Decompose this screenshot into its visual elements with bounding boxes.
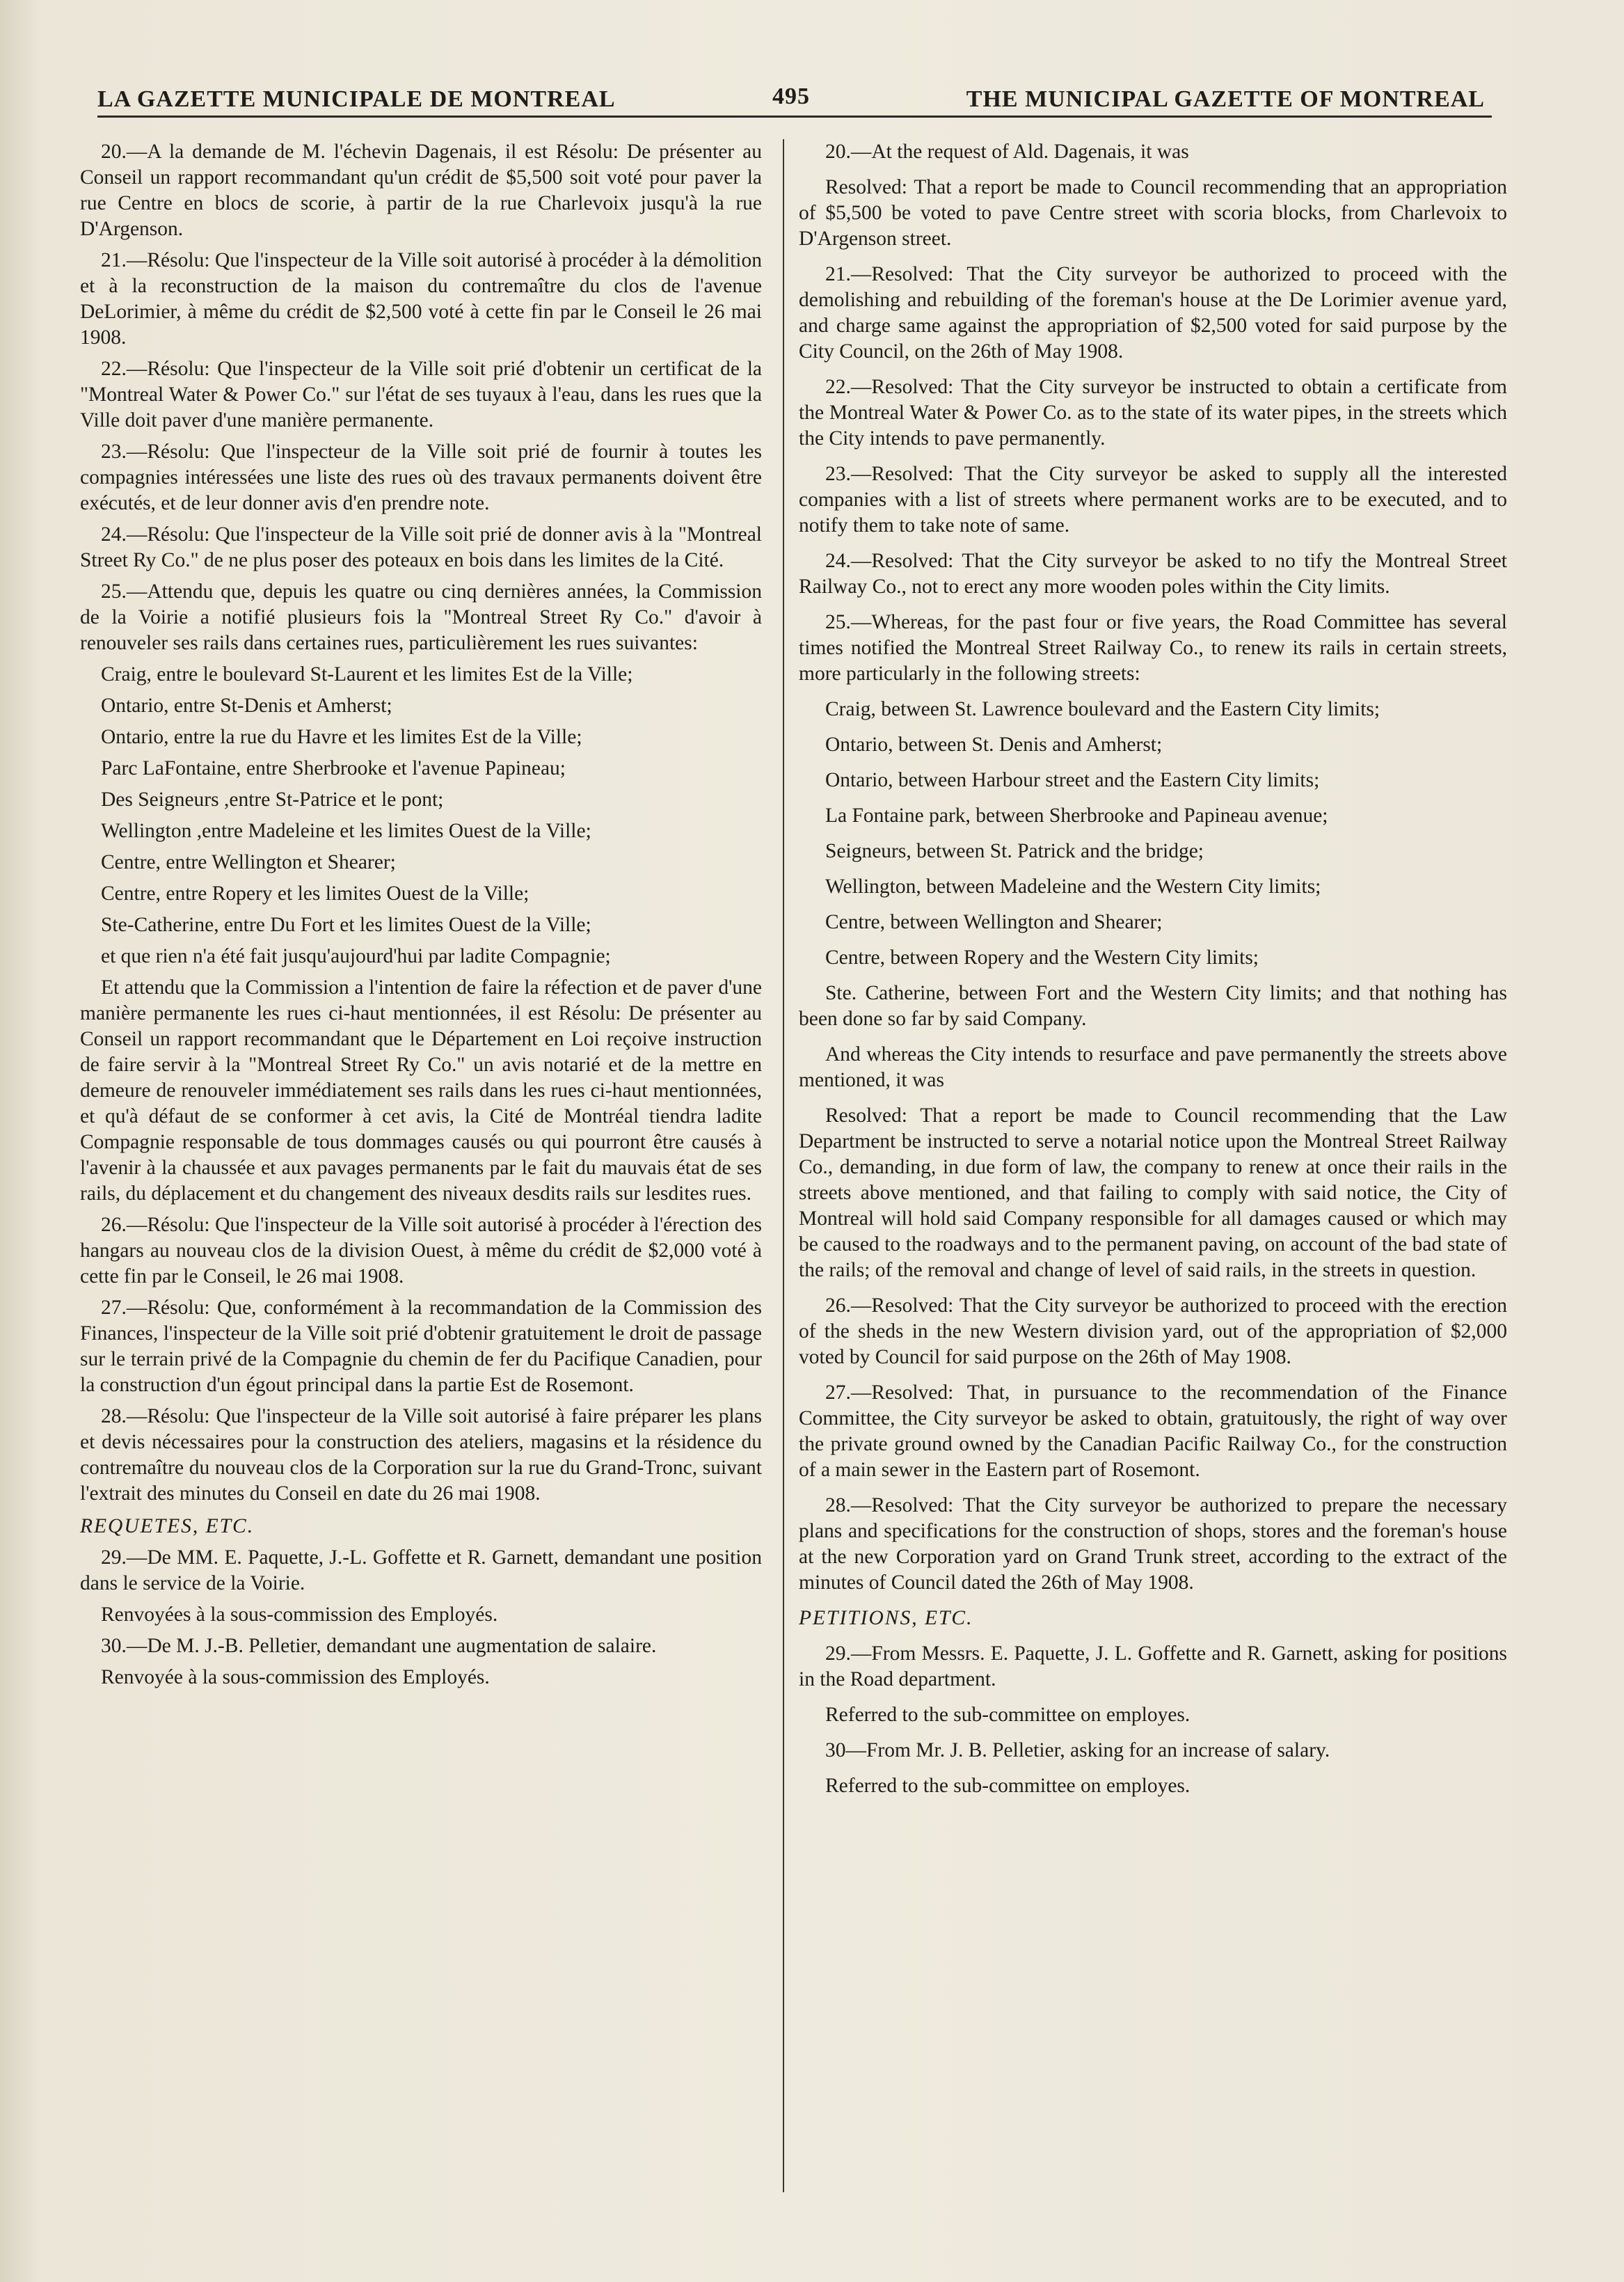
english-street-ontario-2: Ontario, between Harbour street and the Eastern City limits; (825, 769, 1320, 791)
english-resolution-20: Resolved: That a report be made to Council recommending that an appropriation of $5,500 be voted to pave Centre street with scoria blocks, from Charlevoix to D'Argenson street. (799, 176, 1507, 250)
french-street-centre-1: Centre, entre Wellington et Shearer; (101, 851, 396, 873)
french-street-craig: Craig, entre le boulevard St-Laurent et les limites Est de la Ville; (101, 663, 633, 686)
french-item-22: 22.—Résolu: Que l'inspecteur de la Ville soit prié d'obtenir un certificat de la "Montreal Water & Power Co." sur l'état de ses tuyaux à l'eau, dans les rues que la Ville doit paver d'une manière permanente. (80, 358, 762, 431)
english-item-24: 24.—Resolved: That the City surveyor be asked to no tify the Montreal Street Railway Co., not to erect any more wooden poles within the City limits. (799, 550, 1507, 598)
header-french-title: LA GAZETTE MUNICIPALE DE MONTREAL (97, 86, 616, 112)
french-item-23: 23.—Résolu: Que l'inspecteur de la Ville soit prié de fournir à toutes les compagnies intéressées une liste des rues où des travaux permanents doivent être exécutés, et de leur donner avis d'en prendre note. (80, 441, 762, 514)
english-item-20: 20.—At the request of Ald. Dagenais, it was (825, 141, 1189, 163)
english-item-26: 26.—Resolved: That the City surveyor be authorized to proceed with the erection of the sheds in the new Western division yard, out of the appropriation of $2,000 voted by Council for said purpose on the 26th of May 1908. (799, 1294, 1507, 1368)
french-street-ontario-2: Ontario, entre la rue du Havre et les limites Est de la Ville; (101, 726, 582, 748)
english-item-28: 28.—Resolved: That the City surveyor be authorized to prepare the necessary plans and specifications for the construction of shops, stores and the foreman's house at the new Corporation yard on Grand Trunk street, according to the extract of the minutes of Council dated the 26th of May 1908. (799, 1494, 1507, 1594)
english-resolution-25: Resolved: That a report be made to Council recommending that the Law Department be instructed to serve a notarial notice upon the Montreal Street Railway Co., demanding, in due form of law, the company to renew at once their rails in the streets above mentioned, and that failing to comply with said notice, the City of Montreal will hold said Company responsible for all damages caused or which may be caused to the roadways and to the permanent paving, on account of the bad state of the rails; of the removal and change of level of said rails, in the streets in question. (799, 1104, 1507, 1281)
english-referral-29: Referred to the sub-committee on employes. (825, 1704, 1191, 1726)
english-section-heading: PETITIONS, ETC. (799, 1607, 973, 1629)
french-item-29: 29.—De MM. E. Paquette, J.-L. Goffette et R. Garnett, demandant une position dans le service de la Voirie. (80, 1546, 762, 1594)
french-item-24: 24.—Résolu: Que l'inspecteur de la Ville soit prié de donner avis à la "Montreal Street Ry Co." de ne plus poser des poteaux en bois dans les limites de la Cité. (80, 523, 762, 571)
header-english-title: THE MUNICIPAL GAZETTE OF MONTREAL (966, 86, 1485, 112)
french-item-28: 28.—Résolu: Que l'inspecteur de la Ville soit autorisé à faire préparer les plans et devis nécessaires pour la construction des ateliers, magasins et la résidence du contremaître du nouveau clos de la Corporation sur la rue du Grand-Tronc, suivant l'extrait des minutes du Conseil en date du 26 mai 1908. (80, 1405, 762, 1505)
french-column (80, 139, 762, 1696)
english-whereas: And whereas the City intends to resurface and pave permanently the streets above mentioned, it was (799, 1043, 1507, 1091)
french-item-26: 26.—Résolu: Que l'inspecteur de la Ville soit autorisé à procéder à l'érection des hangars au nouveau clos de la division Ouest, à même du crédit de $2,000 voté à cette fin par le Conseil, le 26 mai 1908. (80, 1214, 762, 1287)
english-item-27: 27.—Resolved: That, in pursuance to the recommendation of the Finance Committee, the City surveyor be asked to obtain, gratuitously, the right of way over the private ground owned by the Canadian Pacific Railway Co., for the construction of a main sewer in the Eastern part of Rosemont. (799, 1381, 1507, 1481)
english-street-centre-1: Centre, between Wellington and Shearer; (825, 911, 1163, 933)
page-header (90, 82, 1492, 117)
french-nothing-done: et que rien n'a été fait jusqu'aujourd'hui par ladite Compagnie; (101, 945, 611, 967)
english-item-25: 25.—Whereas, for the past four or five years, the Road Committee has several times notified the Montreal Street Railway Co., to renew its rails in certain streets, more particularly in the following streets: (799, 611, 1507, 685)
french-referral-29: Renvoyées à la sous-commission des Employés. (101, 1603, 498, 1626)
french-street-centre-2: Centre, entre Ropery et les limites Ouest de la Ville; (101, 882, 530, 905)
english-item-22: 22.—Resolved: That the City surveyor be instructed to obtain a certificate from the Montreal Water & Power Co. as to the state of its water pipes, in the streets which the City intends to pave permanently. (799, 376, 1507, 450)
french-street-lafontaine: Parc LaFontaine, entre Sherbrooke et l'avenue Papineau; (101, 757, 566, 779)
english-item-30: 30—From Mr. J. B. Pelletier, asking for an increase of salary. (825, 1739, 1330, 1761)
page-number: 495 (772, 84, 810, 109)
french-street-wellington: Wellington ,entre Madeleine et les limites Ouest de la Ville; (101, 820, 591, 842)
column-divider (783, 139, 784, 2192)
french-item-30: 30.—De M. J.-B. Pelletier, demandant une augmentation de salaire. (101, 1635, 657, 1657)
french-item-25: 25.—Attendu que, depuis les quatre ou cinq dernières années, la Commission de la Voirie a notifié plusieurs fois la "Montreal Street Ry Co." d'avoir à renouveler ses rails dans certaines rues, particulièrement les rues suivantes: (80, 580, 762, 654)
header-rule (97, 116, 1492, 118)
english-street-ontario-1: Ontario, between St. Denis and Amherst; (825, 734, 1163, 756)
french-section-heading: REQUETES, ETC. (80, 1515, 255, 1537)
french-item-27: 27.—Résolu: Que, conformément à la recommandation de la Commission des Finances, l'inspecteur de la Ville soit prié d'obtenir gratuitement le droit de passage sur le terrain privé de la Compagnie du chemin de fer du Pacifique Canadien, pour la construction d'un égout principal dans la partie Est de Rosemont. (80, 1297, 762, 1396)
english-street-centre-2: Centre, between Ropery and the Western City limits; (825, 946, 1259, 969)
english-street-ste-catherine: Ste. Catherine, between Fort and the Western City limits; and that nothing has been done so far by said Company. (799, 982, 1507, 1030)
english-item-29: 29.—From Messrs. E. Paquette, J. L. Goffette and R. Garnett, asking for positions in the Road department. (799, 1642, 1507, 1690)
french-item-20: 20.—A la demande de M. l'échevin Dagenais, il est Résolu: De présenter au Conseil un rapport recommandant qu'un crédit de $5,500 soit voté pour paver la rue Centre en blocs de scorie, à partir de la rue Charlevoix jusqu'à la rue D'Argenson. (80, 141, 762, 240)
french-item-21: 21.—Résolu: Que l'inspecteur de la Ville soit autorisé à procéder à la démolition et à la reconstruction de la maison du contremaître du clos de l'avenue DeLorimier, à même du crédit de $2,500 voté à cette fin par le Conseil le 26 mai 1908. (80, 249, 762, 349)
french-street-seigneurs: Des Seigneurs ,entre St-Patrice et le pont; (101, 789, 444, 811)
french-street-ste-catherine: Ste-Catherine, entre Du Fort et les limites Ouest de la Ville; (101, 914, 591, 936)
english-street-lafontaine: La Fontaine park, between Sherbrooke and Papineau avenue; (825, 805, 1328, 827)
english-street-wellington: Wellington, between Madeleine and the Western City limits; (825, 875, 1321, 898)
french-street-ontario-1: Ontario, entre St-Denis et Amherst; (101, 695, 392, 717)
french-referral-30: Renvoyée à la sous-commission des Employés. (101, 1666, 490, 1688)
english-item-23: 23.—Resolved: That the City surveyor be asked to supply all the interested companies with a list of streets where permanent works are to be executed, and to notify them to take note of same. (799, 463, 1507, 537)
english-street-craig: Craig, between St. Lawrence boulevard and the Eastern City limits; (825, 698, 1380, 720)
english-item-21: 21.—Resolved: That the City surveyor be authorized to proceed with the demolishing and rebuilding of the foreman's house at the De Lorimier avenue yard, and charge same against the appropriation of $2,500 voted for said purpose by the City Council, on the 26th of May 1908. (799, 263, 1507, 363)
french-resolution-25: Et attendu que la Commission a l'intention de faire la réfection et de paver d'une manière permanente les rues ci-haut mentionnées, il est Résolu: De présenter au Conseil un rapport recommandant que le Département en Loi reçoive instruction de faire servir à la "Montreal Street Ry Co." un avis notarié et de la mettre en demeure de renouveler immédiatement ses rails dans les rues ci-haut mentionnées, et qu'à défaut de se conformer à cet avis, la Cité de Montréal tiendra ladite Compagnie responsable de tous dommages causés ou qui pourront être causés à l'avenir à la chaussée et aux pavages permanents par le fait du mauvais état de ses rails, du déplacement et du changement des niveaux desdits rails sur lesdites rues. (80, 976, 762, 1205)
english-column (799, 139, 1507, 1809)
english-street-seigneurs: Seigneurs, between St. Patrick and the bridge; (825, 840, 1204, 862)
english-referral-30: Referred to the sub-committee on employes. (825, 1775, 1191, 1797)
